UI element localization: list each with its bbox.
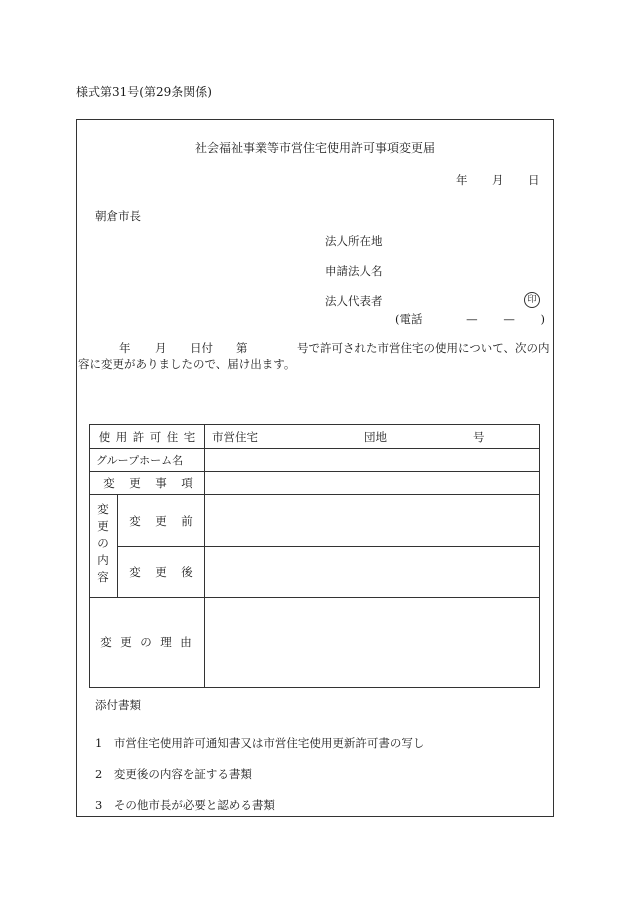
change-item-input[interactable] (206, 472, 536, 493)
before-change-label: 変 更 前 (129, 514, 193, 528)
phone-open: (電話 (395, 312, 423, 326)
phone-dash-2: — (503, 312, 515, 326)
body-text-line-2: 容に変更がありましたので、届け出ます。 (78, 357, 296, 371)
complex-number-input[interactable] (390, 429, 466, 445)
before-change-input[interactable] (206, 496, 536, 544)
change-info-table (89, 424, 540, 688)
corporate-address-label: 法人所在地 (325, 234, 383, 248)
change-item-label: 変 更 事 項 (103, 476, 193, 490)
representative-label: 法人代表者 (325, 294, 383, 308)
unit-number-label: 号 (473, 430, 485, 444)
phone-close: ) (540, 312, 545, 326)
body-number-prefix: 第 (236, 341, 248, 355)
body-text-line-1: 号で許可された市営住宅の使用について、次の内 (297, 341, 550, 355)
attachment-item-1: 1 市営住宅使用許可通知書又は市営住宅使用更新許可書の写し (95, 736, 425, 750)
change-reason-label: 変 更 の 理 由 (100, 635, 192, 649)
addressee: 朝倉市長 (95, 209, 141, 223)
seal-mark: 印 (524, 292, 540, 308)
body-day: 日付 (190, 341, 213, 355)
date-day: 日 (528, 173, 540, 187)
date-month: 月 (492, 173, 504, 187)
complex-label: 団地 (364, 430, 387, 444)
date-year: 年 (456, 173, 468, 187)
permit-housing-label: 使 用 許 可 住 宅 (98, 430, 196, 444)
city-housing-label: 市営住宅 (212, 430, 258, 444)
change-content-label: 変 更 の 内 容 (97, 502, 109, 584)
form-number: 様式第31号(第29条関係) (76, 85, 212, 99)
after-change-label: 変 更 後 (129, 565, 193, 579)
group-home-name-label: グループホーム名 (96, 454, 184, 467)
attachment-item-3: 3 その他市長が必要と認める書類 (95, 798, 275, 812)
city-housing-input[interactable] (216, 429, 356, 445)
phone-dash-1: — (466, 312, 478, 326)
body-year: 年 (119, 341, 131, 355)
group-home-name-input[interactable] (206, 449, 536, 470)
body-month: 月 (155, 341, 167, 355)
attachments-heading: 添付書類 (95, 698, 141, 712)
attachment-item-2: 2 変更後の内容を証する書類 (95, 767, 252, 781)
phone-row (395, 311, 545, 327)
after-change-input[interactable] (206, 548, 536, 595)
change-reason-input[interactable] (206, 599, 536, 685)
applicant-corporation-label: 申請法人名 (325, 264, 383, 278)
document-title: 社会福祉事業等市営住宅使用許可事項変更届 (194, 141, 435, 155)
